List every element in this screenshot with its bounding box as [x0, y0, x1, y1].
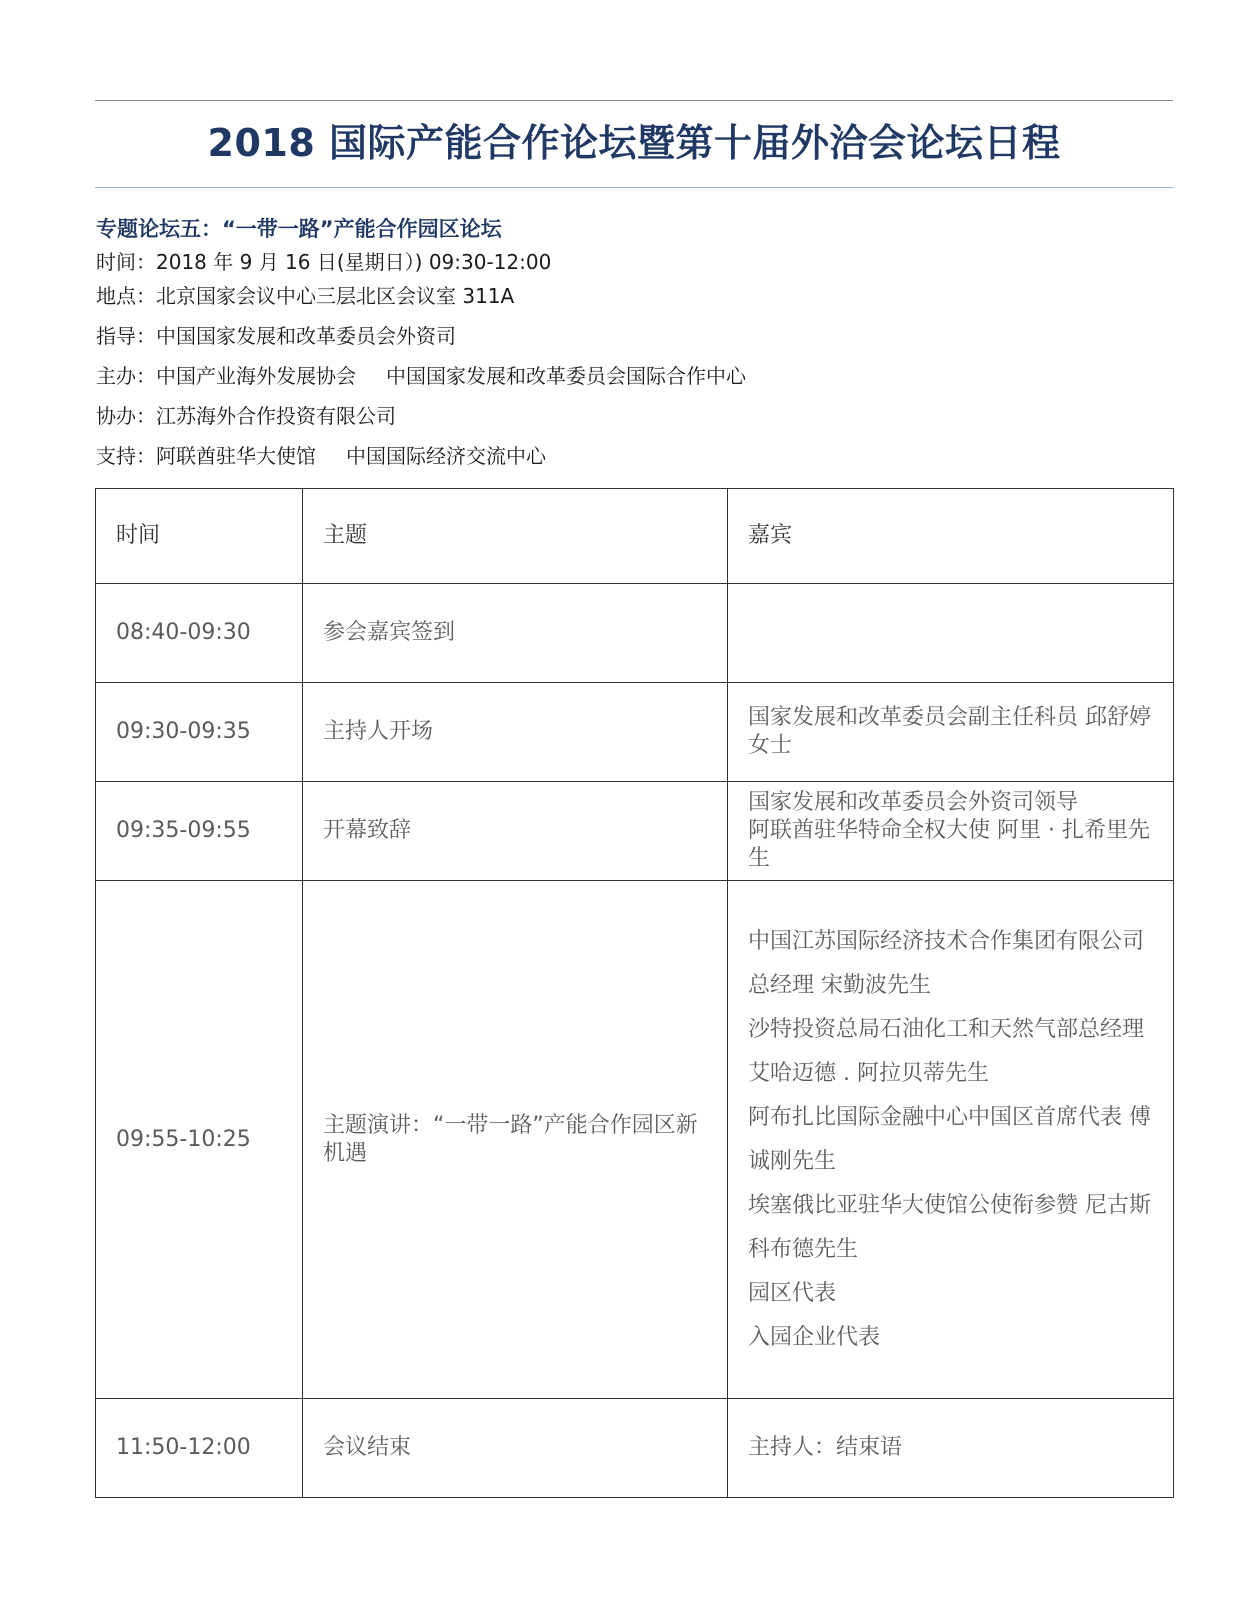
row-topic: 开幕致辞: [303, 782, 728, 881]
row-time: 08:40-09:30: [96, 584, 303, 683]
row-guests: [728, 584, 1174, 683]
row-topic: 主持人开场: [303, 683, 728, 782]
guest-entry: 国家发展和改革委员会外资司领导: [748, 790, 1079, 815]
table-row: [96, 584, 1174, 683]
row-guests: [728, 881, 1174, 1399]
row-topic: 会议结束: [303, 1399, 728, 1498]
schedule-table: [95, 488, 1174, 1498]
support-label: 支持：: [96, 444, 156, 468]
guest-entry: 中国江苏国际经济技术合作集团有限公司总经理 宋勤波先生: [748, 928, 1145, 998]
table-row: [96, 782, 1174, 881]
support-2: 中国国际经济交流中心: [346, 444, 546, 468]
table-row: [96, 683, 1174, 782]
page-title: 2018 国际产能合作论坛暨第十届外洽会论坛日程: [207, 121, 1061, 165]
row-guests: [728, 1399, 1174, 1498]
info-host: [96, 362, 746, 390]
info-guidance: 指导：中国国家发展和改革委员会外资司: [96, 324, 456, 348]
row-guests: [728, 782, 1174, 881]
table-row: [96, 881, 1174, 1399]
title-rule: [95, 187, 1173, 188]
table-row: [96, 1399, 1174, 1498]
table-header-row: [96, 489, 1174, 584]
guest-entry: 埃塞俄比亚驻华大使馆公使衔参赞 尼古斯 科布德先生: [748, 1192, 1151, 1262]
guest-entry: 主持人：结束语: [748, 1435, 903, 1460]
guest-entry: 阿联酋驻华特命全权大使 阿里 · 扎希里先生: [748, 818, 1150, 871]
guest-entry: 入园企业代表: [748, 1324, 881, 1350]
row-topic: 主题演讲：“一带一路”产能合作园区新机遇: [303, 881, 728, 1399]
info-support: [96, 442, 546, 470]
support-1: 阿联酋驻华大使馆: [156, 444, 316, 468]
forum-title: 专题论坛五：“一带一路”产能合作园区论坛: [96, 217, 502, 241]
info-location: 地点：北京国家会议中心三层北区会议室 311A: [96, 284, 515, 308]
row-guests: [728, 683, 1174, 782]
guest-entry: 国家发展和改革委员会副主任科员 邱舒婷女士: [748, 705, 1151, 758]
row-topic: 参会嘉宾签到: [303, 584, 728, 683]
header-guests: 嘉宾: [728, 489, 1174, 584]
row-time: 09:35-09:55: [96, 782, 303, 881]
guest-entry: 沙特投资总局石油化工和天然气部总经理 艾哈迈德 . 阿拉贝蒂先生: [748, 1016, 1145, 1086]
header-topic: 主题: [303, 489, 728, 584]
guest-entry: 园区代表: [748, 1280, 837, 1306]
host-label: 主办：: [96, 364, 156, 388]
info-co-organizer: 协办：江苏海外合作投资有限公司: [96, 404, 396, 428]
header-time: 时间: [96, 489, 303, 584]
row-time: 09:30-09:35: [96, 683, 303, 782]
host-1: 中国产业海外发展协会: [156, 364, 356, 388]
row-time: 09:55-10:25: [96, 881, 303, 1399]
row-time: 11:50-12:00: [96, 1399, 303, 1498]
top-rule: [95, 100, 1173, 101]
guest-entry: 阿布扎比国际金融中心中国区首席代表 傅诚刚先生: [748, 1104, 1151, 1174]
host-2: 中国国家发展和改革委员会国际合作中心: [386, 364, 746, 388]
info-time: 时间：2018 年 9 月 16 日(星期日）) 09:30-12:00: [96, 250, 552, 274]
